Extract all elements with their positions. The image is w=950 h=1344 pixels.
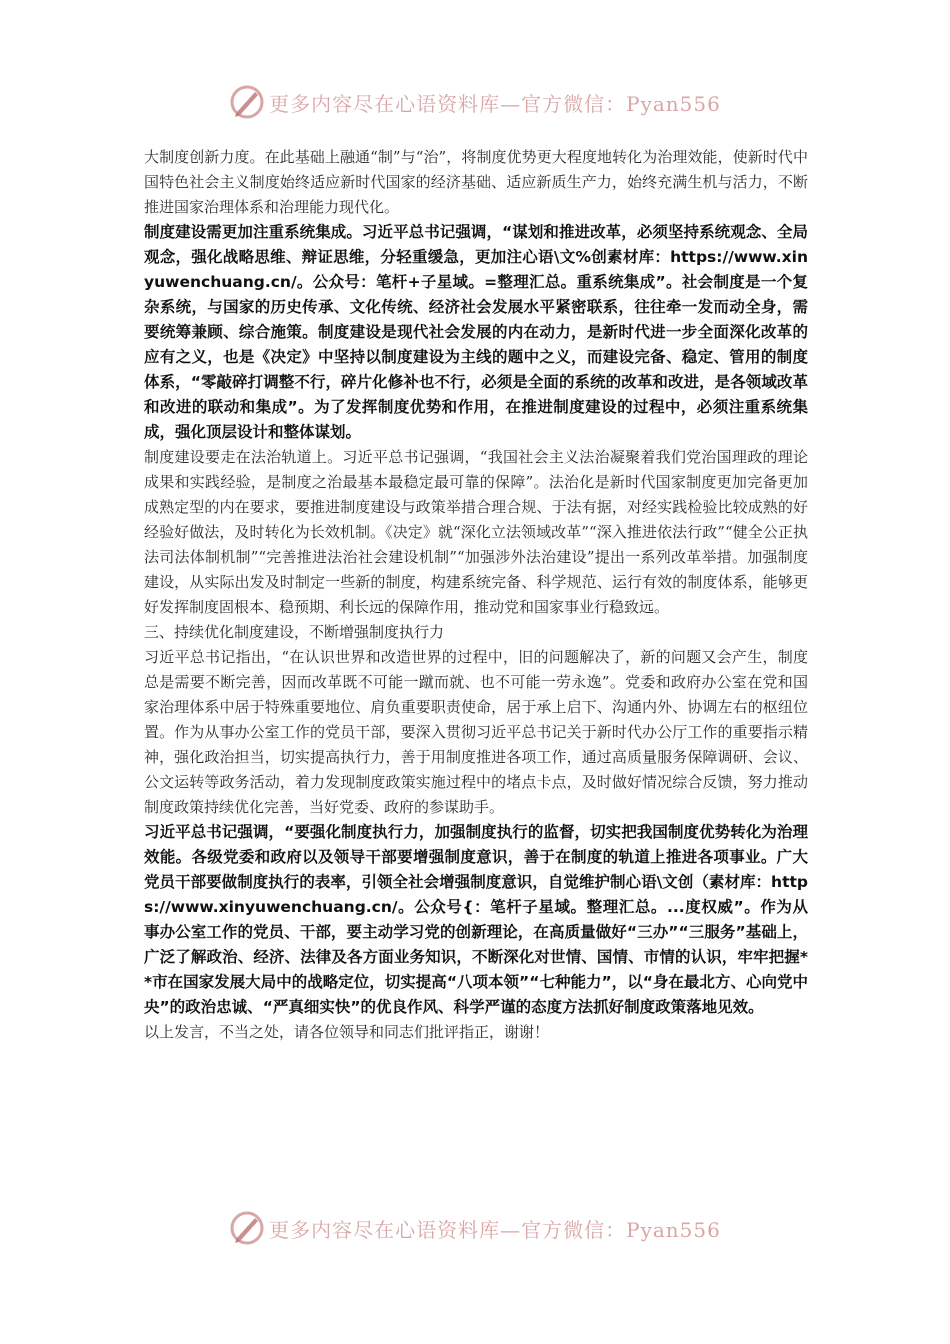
closing-remark: 以上发言，不当之处，请各位领导和同志们批评指正，谢谢！	[144, 1023, 550, 1041]
document-body	[144, 145, 808, 1045]
section-heading: 三、持续优化制度建设，不断增强制度执行力	[144, 623, 445, 641]
paragraph-2: 制度建设需更加注重系统集成。习近平总书记强调，“谋划和推进改革，必须坚持系统观念、全局观念，强化战略思维、辩证思维，分轻重缓急，更加注心语\文%创素材库：https://www.xinyuwenchuang.cn/。公众号：笔杆+子星域。=整理汇总。重系统集成”。社会制度是一个复杂系统，与国家的历史传承、文化传统、经济社会发展水平紧密联系，往往牵一发而动全身，需要统筹兼顾、综合施策。制度建设是现代社会发展的内在动力，是新时代进一步全面深化改革的应有之义，也是《决定》中坚持以制度建设为主线的题中之义，而建设完备、稳定、管用的制度体系，“零敲碎打调整不行，碎片化修补也不行，必须是全面的系统的改革和改进，是各领域改革和改进的联动和集成”。为了发挥制度优势和作用，在推进制度建设的过程中，必须注重系统集成，强化顶层设计和整体谋划。	[144, 223, 808, 441]
watermark-header	[0, 80, 950, 124]
paragraph-4: 习近平总书记指出，“在认识世界和改造世界的过程中，旧的问题解决了，新的问题又会产生，制度总是需要不断完善，因而改革既不可能一蹴而就、也不可能一劳永逸”。党委和政府办公室在党和国家治理体系中居于特殊重要地位、肩负重要职责使命，居于承上启下、沟通内外、协调左右的枢纽位置。作为从事办公室工作的党员干部，要深入贯彻习近平总书记关于新时代办公厅工作的重要指示精神，强化政治担当，切实提高执行力，善于用制度推进各项工作，通过高质量服务保障调研、会议、公文运转等政务活动，着力发现制度政策实施过程中的堵点卡点，及时做好情况综合反馈，努力推动制度政策持续优化完善，当好党委、政府的参谋助手。	[144, 648, 808, 816]
pen-logo-icon	[229, 84, 265, 120]
paragraph-5: 习近平总书记强调，“要强化制度执行力，加强制度执行的监督，切实把我国制度优势转化为治理效能。各级党委和政府以及领导干部要增强制度意识，善于在制度的轨道上推进各项事业。广大党员干部要做制度执行的表率，引领全社会增强制度意识，自觉维护制心语\文创（素材库：https://www.xinyuwenchuang.cn/。公众号{：笔杆子星域。整理汇总。...度权威”。作为从事办公室工作的党员、干部，要主动学习党的创新理论，在高质量做好“三办”“三服务”基础上，广泛了解政治、经济、法律及各方面业务知识，不断深化对世情、国情、市情的认识，牢牢把握**市在国家发展大局中的战略定位，切实提高“八项本领”“七种能力”，以“身在最北方、心向党中央”的政治忠诚、“严真细实快”的优良作风、科学严谨的态度方法抓好制度政策落地见效。	[144, 823, 808, 1016]
pen-logo-icon	[229, 1210, 265, 1246]
watermark-footer	[0, 1206, 950, 1250]
watermark-text: 更多内容尽在心语资料库—官方微信：Pyan556	[269, 1217, 721, 1242]
paragraph-1: 大制度创新力度。在此基础上融通“制”与“治”，将制度优势更大程度地转化为治理效能，使新时代中国特色社会主义制度始终适应新时代国家的经济基础、适应新质生产力，始终充满生机与活力，不断推进国家治理体系和治理能力现代化。	[144, 148, 808, 216]
paragraph-3: 制度建设要走在法治轨道上。习近平总书记强调，“我国社会主义法治凝聚着我们党治国理政的理论成果和实践经验，是制度之治最基本最稳定最可靠的保障”。法治化是新时代国家制度更加完备更加成熟定型的内在要求，要推进制度建设与政策举措合理合规、于法有据，对经实践检验比较成熟的好经验好做法，及时转化为长效机制。《决定》就“深化立法领域改革”“深入推进依法行政”“健全公正执法司法体制机制”“完善推进法治社会建设机制”“加强涉外法治建设”提出一系列改革举措。加强制度建设，从实际出发及时制定一些新的制度，构建系统完备、科学规范、运行有效的制度体系，能够更好发挥制度固根本、稳预期、利长远的保障作用，推动党和国家事业行稳致远。	[144, 448, 808, 616]
watermark-text: 更多内容尽在心语资料库—官方微信：Pyan556	[269, 91, 721, 116]
